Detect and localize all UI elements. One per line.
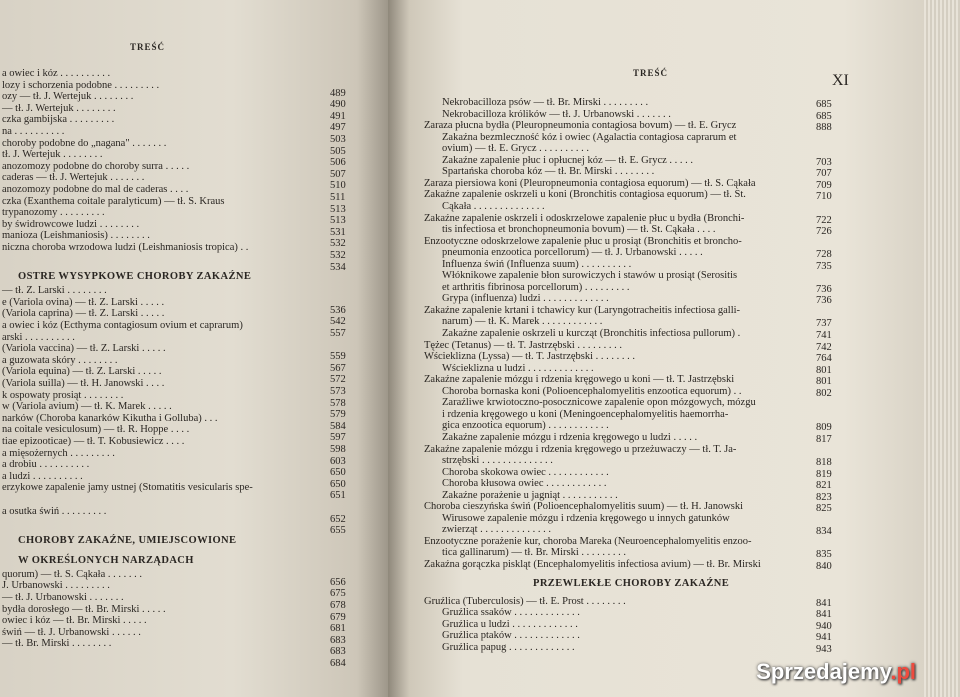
toc-entry-title: Choroba skokowa owiec . . . . . . . . . . . . xyxy=(442,466,609,478)
toc-entry-page: 710 xyxy=(816,191,832,203)
toc-entry-title: zwierząt . . . . . . . . . . . . . . xyxy=(442,524,552,536)
toc-entry-title: tiae epizooticae) — tł. T. Kobusiewicz . . . . xyxy=(2,436,185,447)
toc-entry xyxy=(2,592,124,604)
toc-entry-title: na . . . . . . . . . . xyxy=(2,126,65,137)
toc-entry-page: 578 xyxy=(330,397,346,409)
toc-entry xyxy=(442,513,730,525)
toc-entry xyxy=(2,80,159,92)
toc-entry-page: 573 xyxy=(330,386,346,397)
right-running-head: TREŚĆ xyxy=(633,68,669,78)
toc-entry-page: 943 xyxy=(816,643,832,655)
toc-entry-title: Enzootyczne porażenie kur, choroba Mareka (Neuroencephalomyelitis enzoo- xyxy=(424,535,752,547)
toc-entry-page: 841 xyxy=(816,609,832,621)
toc-entry xyxy=(2,68,110,80)
toc-entry-page: 801 xyxy=(816,376,832,388)
toc-entry-title: a drobiu . . . . . . . . . . xyxy=(2,459,90,471)
toc-entry-title: tis infectiosa et bronchopneumonia bovum) — tł. St. Cąkała . . . . xyxy=(442,224,716,236)
toc-entry xyxy=(2,149,102,161)
toc-entry xyxy=(2,320,243,332)
toc-entry xyxy=(442,155,693,167)
toc-entry xyxy=(2,482,253,494)
toc-entry-title: Zakaźne zapalenie krtani i tchawicy kur (Laryngotracheitis infectiosa galli- xyxy=(424,304,741,316)
toc-entry xyxy=(442,328,740,340)
toc-entry xyxy=(2,615,147,627)
toc-entry-page: 840 xyxy=(816,561,832,572)
toc-entry xyxy=(2,230,150,242)
toc-entry xyxy=(442,478,606,490)
toc-entry xyxy=(442,409,728,421)
toc-entry-page: 598 xyxy=(330,444,346,455)
toc-entry-page: 818 xyxy=(816,457,832,469)
toc-entry-page: 683 xyxy=(330,646,346,658)
toc-entry xyxy=(2,436,184,448)
toc-entry-page: 510 xyxy=(330,180,346,192)
right-page xyxy=(388,0,924,697)
toc-entry-page: 507 xyxy=(330,168,346,180)
toc-entry xyxy=(2,172,144,184)
toc-entry-title: Zakaźne zapalenie mózgu i rdzenia kręgowego u koni — tł. T. Jastrzębski xyxy=(424,374,735,386)
section-heading: PRZEWLEKŁE CHOROBY ZAKAŹNE xyxy=(533,577,730,589)
toc-entry-page: 726 xyxy=(816,226,832,238)
toc-entry xyxy=(2,343,166,355)
toc-entry-page: 737 xyxy=(816,318,832,330)
toc-entry-page: 841 xyxy=(816,597,832,609)
toc-entry-title: (Variola caprina) — tł. Z. Larski . . . . . xyxy=(2,308,165,320)
toc-entry-page: 652 xyxy=(330,513,346,525)
toc-entry xyxy=(2,91,133,103)
toc-entry xyxy=(442,490,618,502)
toc-entry-title: gica enzootica equorum) . . . . . . . . . . . . xyxy=(442,420,609,432)
toc-entry-page: 683 xyxy=(330,634,346,646)
toc-entry-title: — tł. Z. Larski . . . . . . . . xyxy=(2,285,107,297)
toc-entry-title: w (Variola avium) — tł. K. Marek . . . . . xyxy=(2,401,172,413)
toc-entry xyxy=(2,413,218,425)
toc-entry-title: Gruźlica ssaków . . . . . . . . . . . . . xyxy=(442,607,580,619)
toc-entry-title: manioza (Leishmaniosis) . . . . . . . . xyxy=(2,230,150,242)
toc-entry-page: 505 xyxy=(330,145,346,157)
toc-entry xyxy=(424,120,736,132)
toc-entry xyxy=(424,305,740,317)
toc-entry-title: a owiec i kóz . . . . . . . . . . xyxy=(2,68,111,79)
toc-entry-page: 490 xyxy=(330,99,346,111)
toc-entry xyxy=(2,604,166,616)
toc-entry xyxy=(2,242,248,254)
toc-entry xyxy=(2,569,142,581)
toc-entry-title: strzębski . . . . . . . . . . . . . . xyxy=(442,455,553,467)
toc-entry xyxy=(442,607,580,619)
toc-entry-page: 736 xyxy=(816,283,832,295)
toc-entry-page: 940 xyxy=(816,620,832,632)
section-heading: CHOROBY ZAKAŹNE, UMIEJSCOWIONE xyxy=(18,534,237,546)
toc-entry-page: 685 xyxy=(816,99,832,110)
toc-entry-page: 685 xyxy=(816,110,832,122)
toc-entry xyxy=(442,143,589,155)
toc-entry xyxy=(442,619,578,631)
toc-entry-title: Zaraza płucna bydła (Pleuropneumonia contagiosa bovum) — tł. E. Grycz xyxy=(424,120,737,132)
toc-entry-page: 817 xyxy=(816,433,832,445)
toc-entry xyxy=(442,420,609,432)
toc-entry-page: 557 xyxy=(330,328,346,339)
section-heading: OSTRE WYSYPKOWE CHOROBY ZAKAŹNE xyxy=(18,271,252,283)
toc-entry-title: (Variola equina) — tł. Z. Larski . . . . . xyxy=(2,366,162,378)
toc-entry-page: 584 xyxy=(330,420,346,432)
toc-entry-title: Gruźlica ptaków . . . . . . . . . . . . . xyxy=(442,630,580,642)
toc-entry-page: 742 xyxy=(816,341,832,353)
toc-entry-page: 675 xyxy=(330,588,346,600)
toc-entry-title: choroby podobne do „nagana" . . . . . . . xyxy=(2,137,167,149)
toc-entry-title: a guzowata skóry . . . . . . . . xyxy=(2,354,118,366)
toc-entry xyxy=(2,285,107,297)
toc-entry-title: Zaraza piersiowa koni (Pleuropneumonia contagiosa equorum) — tł. S. Cąkała xyxy=(424,177,756,189)
toc-entry-title: Spartańska choroba kóz — tł. Br. Mirski . . . . . . . . xyxy=(442,166,655,178)
toc-entry-title: a mięsożernych . . . . . . . . . xyxy=(2,447,115,459)
toc-entry-page: 567 xyxy=(330,362,346,374)
toc-entry-title: Tężec (Tetanus) — tł. T. Jastrzębski . . . . . . . . . xyxy=(424,339,623,351)
toc-entry xyxy=(442,201,545,213)
toc-entry-page: 655 xyxy=(330,525,346,537)
toc-entry-page: 559 xyxy=(330,351,346,363)
toc-entry xyxy=(424,374,734,386)
toc-entry-page: 823 xyxy=(816,491,832,503)
toc-entry-title: arski . . . . . . . . . . xyxy=(2,331,75,343)
toc-entry-page: 651 xyxy=(330,490,346,502)
toc-entry-title: (Variola vaccina) — tł. Z. Larski . . . . . xyxy=(2,343,166,355)
toc-entry xyxy=(424,189,746,201)
toc-entry xyxy=(442,259,631,271)
toc-entry xyxy=(442,316,602,328)
watermark-logo: Sprzedajemy.pl xyxy=(756,659,916,684)
toc-entry-page: 809 xyxy=(816,422,832,434)
toc-entry-title: — tł. J. Wertejuk . . . . . . . . xyxy=(2,102,116,114)
toc-entry-title: Zaraźliwe krwiotoczno-posocznicowe zapalenie opon mózgowych, mózgu xyxy=(442,397,756,409)
toc-entry-page: 531 xyxy=(330,226,346,238)
toc-entry-title: owiec i kóz — tł. Br. Mirski . . . . . xyxy=(2,615,147,627)
toc-entry-page: 834 xyxy=(816,526,832,538)
toc-entry-title: J. Urbanowski . . . . . . . . . xyxy=(2,580,110,592)
toc-entry-title: Zakaźne porażenie u jagniąt . . . . . . . . . . . xyxy=(442,489,618,501)
toc-entry-title: Zakaźne zapalenie oskrzeli u kurcząt (Bronchitis infectiosa pullorum) . xyxy=(442,328,741,339)
toc-entry-title: pneumonia enzootica porcellorum) — tł. J. Urbanowski . . . . . xyxy=(442,247,703,259)
toc-entry-page: 513 xyxy=(330,203,346,215)
page-stack-edge xyxy=(924,0,960,697)
toc-entry-page: 572 xyxy=(330,374,346,386)
toc-entry-page: 709 xyxy=(816,179,832,191)
toc-entry xyxy=(2,638,111,650)
toc-entry-title: anozomozy podobne do choroby surra . . . . . xyxy=(2,160,190,172)
toc-entry-title: świń — tł. J. Urbanowski . . . . . . xyxy=(2,626,141,638)
toc-entry-title: quorum) — tł. S. Cąkała . . . . . . . xyxy=(2,568,142,580)
toc-entry xyxy=(2,184,188,196)
page-number: XI xyxy=(832,72,849,89)
toc-entry-page: 650 xyxy=(330,478,346,490)
toc-entry xyxy=(2,332,75,344)
left-running-head: TREŚĆ xyxy=(130,42,166,52)
toc-entry-page: 681 xyxy=(330,623,346,635)
toc-entry-page: 679 xyxy=(330,611,346,623)
toc-entry-title: by świdrowcowe ludzi . . . . . . . . xyxy=(2,218,140,230)
toc-entry xyxy=(2,401,172,413)
toc-entry-title: Nekrobacilloza królików — tł. J. Urbanowski . . . . . . . xyxy=(442,108,671,120)
toc-entry-page: 489 xyxy=(330,87,346,99)
toc-entry-title: tł. J. Wertejuk . . . . . . . . xyxy=(2,149,103,161)
toc-entry-title: Zakaźne zapalenie mózgu i rdzenia kręgowego u przeżuwaczy — tł. T. Ja- xyxy=(424,443,737,455)
toc-entry-title: Choroba cieszyńska świń (Polioencephalomyelitis suum) — tł. H. Janowski xyxy=(424,501,744,513)
toc-entry xyxy=(442,247,703,259)
toc-entry xyxy=(442,642,575,654)
toc-entry-page: 542 xyxy=(330,316,346,328)
toc-entry-title: Gruźlica u ludzi . . . . . . . . . . . . . xyxy=(442,618,578,630)
toc-entry xyxy=(442,547,626,559)
toc-entry-page: 888 xyxy=(816,122,832,134)
toc-entry-page: 703 xyxy=(816,156,832,168)
section-heading: W OKREŚLONYCH NARZĄDACH xyxy=(18,554,194,566)
toc-entry-title: na coitale vesiculosum) — tł. R. Hoppe . . . . xyxy=(2,424,190,436)
toc-entry-title: Grypa (influenza) ludzi . . . . . . . . . . . . . xyxy=(442,293,609,305)
toc-entry-page: 511 xyxy=(330,192,346,203)
toc-entry xyxy=(424,351,635,363)
toc-entry-title: — tł. Br. Mirski . . . . . . . . xyxy=(2,638,112,650)
toc-entry-title: anozomozy podobne do mal de caderas . . . . xyxy=(2,184,189,195)
toc-entry xyxy=(424,178,756,190)
toc-entry xyxy=(2,366,162,378)
toc-entry-title: Włóknikowe zapalenie błon surowiczych i stawów u prosiąt (Serositis xyxy=(442,270,738,282)
toc-entry-page: 801 xyxy=(816,364,832,376)
toc-entry xyxy=(424,536,752,548)
toc-entry xyxy=(442,455,553,467)
toc-entry-page: 603 xyxy=(330,455,346,467)
toc-entry xyxy=(2,627,141,639)
toc-entry-title: niczna choroba wrzodowa ludzi (Leishmaniosis tropica) . . xyxy=(2,242,249,253)
toc-entry-title: erzykowe zapalenie jamy ustnej (Stomatitis vesicularis spe- xyxy=(2,482,253,494)
toc-entry-page: 532 xyxy=(330,238,346,250)
toc-entry-title: Enzootyczne odoskrzelowe zapalenie płuc u prosiąt (Bronchitis et broncho- xyxy=(424,235,742,247)
toc-entry-title: a osutka świń . . . . . . . . . xyxy=(2,505,107,517)
toc-entry xyxy=(442,132,736,144)
toc-entry-title: — tł. J. Urbanowski . . . . . . . xyxy=(2,592,124,603)
toc-entry-title: Wirusowe zapalenie mózgu i rdzenia kręgowego u innych gatunków xyxy=(442,512,730,524)
toc-entry-title: Wścieklizna u ludzi . . . . . . . . . . . . . xyxy=(442,362,594,374)
toc-entry-title: e (Variola ovina) — tł. Z. Larski . . . . . xyxy=(2,296,165,308)
toc-entry-title: k ospowaty prosiąt . . . . . . . . xyxy=(2,389,124,401)
toc-entry-page: 536 xyxy=(330,304,346,316)
toc-entry-page: 650 xyxy=(330,467,346,479)
toc-entry xyxy=(2,424,189,436)
toc-entry xyxy=(2,114,114,126)
toc-entry xyxy=(424,596,626,608)
toc-entry-title: narków (Choroba kanarków Kikutha i Golluba) . . . xyxy=(2,412,218,424)
toc-entry-title: Wścieklizna (Lyssa) — tł. T. Jastrzębski . . . . . . . . xyxy=(424,351,636,363)
toc-entry xyxy=(424,501,743,513)
toc-entry-title: Zakaźna bezmleczność kóz i owiec (Agalactia contagiosa caprarum et xyxy=(442,131,737,143)
toc-entry xyxy=(2,297,164,309)
toc-entry-title: Zakaźne zapalenie oskrzeli i odoskrzelowe zapalenie płuc u bydła (Bronchi- xyxy=(424,212,745,224)
toc-entry-title: a owiec i kóz (Ecthyma contagiosum ovium et caprarum) xyxy=(2,320,243,331)
toc-entry xyxy=(2,471,83,483)
toc-entry xyxy=(442,363,594,375)
toc-entry xyxy=(442,386,741,398)
toc-entry-page: 736 xyxy=(816,295,832,307)
toc-entry-page: 941 xyxy=(816,632,832,644)
toc-entry xyxy=(2,378,164,390)
toc-entry-page: 503 xyxy=(330,134,346,145)
toc-entry-page: 707 xyxy=(816,168,832,180)
toc-entry-page: 597 xyxy=(330,432,346,444)
toc-entry-title: bydła dorosłego — tł. Br. Mirski . . . . . xyxy=(2,603,166,615)
toc-entry-page: 825 xyxy=(816,503,832,515)
toc-entry xyxy=(442,397,756,409)
toc-entry-page: 741 xyxy=(816,330,832,341)
toc-entry xyxy=(2,506,106,518)
toc-entry-title: caderas — tł. J. Wertejuk . . . . . . . xyxy=(2,172,145,184)
toc-entry-title: Zakaźne zapalenie płuc i opłucnej kóz — tł. E. Grycz . . . . . xyxy=(442,154,694,166)
toc-entry xyxy=(442,282,630,294)
toc-entry-title: (Variola suilla) — tł. H. Janowski . . . . xyxy=(2,378,165,389)
toc-entry-page: 656 xyxy=(330,576,346,588)
toc-entry-title: i rdzenia kręgowego u koni (Meningoencephalomyelitis haemorrha- xyxy=(442,408,729,420)
toc-entry xyxy=(2,448,115,460)
toc-entry-title: Influenza świń (Influenza suum) . . . . . . . . . . xyxy=(442,258,632,270)
toc-entry xyxy=(442,109,671,121)
toc-entry-page: 678 xyxy=(330,600,346,611)
toc-entry xyxy=(442,270,737,282)
toc-entry-title: Choroba bornaska koni (Polioencephalomyelitis enzootica equorum) . . xyxy=(442,385,742,397)
toc-entry xyxy=(442,293,609,305)
toc-entry xyxy=(424,340,622,352)
toc-entry-title: czka (Exanthema coitale paralyticum) — tł. S. Kraus xyxy=(2,195,225,207)
toc-entry-title: trypanozomy . . . . . . . . . xyxy=(2,207,105,219)
toc-entry xyxy=(442,432,697,444)
toc-entry xyxy=(2,390,123,402)
toc-entry-page: 735 xyxy=(816,260,832,272)
toc-entry-page: 722 xyxy=(816,214,832,226)
toc-entry-title: Zakaźne zapalenie oskrzeli u koni (Bronchitis contagiosa equorum) — tł. St. xyxy=(424,189,746,201)
toc-entry-title: et arthritis fibrinosa porcellorum) . . . . . . . . . xyxy=(442,281,630,293)
toc-entry xyxy=(424,444,736,456)
toc-entry-page: 579 xyxy=(330,409,346,421)
toc-entry xyxy=(2,207,105,219)
toc-entry-page: 684 xyxy=(330,658,346,669)
toc-entry-title: Gruźlica (Tuberculosis) — tł. E. Prost . . . . . . . . xyxy=(424,595,626,607)
toc-entry-page: 534 xyxy=(330,261,346,273)
toc-entry-page: 835 xyxy=(816,549,832,561)
toc-entry xyxy=(442,630,580,642)
toc-entry-title: ovium) — tł. E. Grycz . . . . . . . . . . xyxy=(442,143,589,155)
toc-entry-page: 497 xyxy=(330,122,346,134)
toc-entry xyxy=(2,126,64,138)
toc-entry xyxy=(2,103,116,115)
toc-entry-page: 821 xyxy=(816,480,832,492)
toc-entry xyxy=(442,166,654,178)
toc-entry-page: 764 xyxy=(816,353,832,365)
toc-entry xyxy=(2,459,89,471)
toc-entry xyxy=(2,196,224,208)
toc-entry xyxy=(442,524,551,536)
toc-entry-page: 506 xyxy=(330,157,346,169)
toc-entry xyxy=(2,219,139,231)
toc-entry xyxy=(2,580,110,592)
toc-entry xyxy=(424,213,744,225)
toc-entry-title: narum) — tł. K. Marek . . . . . . . . . . . . xyxy=(442,316,603,328)
toc-entry-page: 532 xyxy=(330,250,346,261)
toc-entry-page: 819 xyxy=(816,468,832,480)
toc-entry xyxy=(442,467,609,479)
toc-entry-title: Nekrobacilloza psów — tł. Br. Mirski . . . . . . . . . xyxy=(442,97,649,108)
toc-entry-page: 802 xyxy=(816,387,832,399)
toc-entry xyxy=(442,224,716,236)
toc-entry-title: Choroba kłusowa owiec . . . . . . . . . . . . xyxy=(442,478,607,490)
toc-entry xyxy=(2,138,166,150)
toc-entry xyxy=(424,236,742,248)
toc-entry xyxy=(424,559,761,571)
toc-entry xyxy=(2,161,189,173)
toc-entry-title: Zakaźna gorączka piskląt (Encephalomyelitis infectiosa avium) — tł. Br. Mirski xyxy=(424,559,761,570)
left-page xyxy=(0,0,388,697)
toc-entry-page: 513 xyxy=(330,215,346,227)
toc-entry xyxy=(2,308,164,320)
toc-entry xyxy=(442,97,648,109)
toc-entry-title: czka gambijska . . . . . . . . . xyxy=(2,114,115,126)
toc-entry-title: lozy i schorzenia podobne . . . . . . . . . xyxy=(2,79,160,91)
toc-entry-page: 728 xyxy=(816,249,832,261)
toc-entry-title: a ludzi . . . . . . . . . . xyxy=(2,470,83,482)
toc-entry-title: Cąkała . . . . . . . . . . . . . . xyxy=(442,200,545,212)
toc-entry-title: Gruźlica papug . . . . . . . . . . . . . xyxy=(442,641,575,653)
toc-entry-title: tica gallinarum) — tł. Br. Mirski . . . . . . . . . xyxy=(442,547,627,559)
toc-entry xyxy=(2,355,117,367)
toc-entry-page: 491 xyxy=(330,110,346,122)
toc-entry-title: ozy — tł. J. Wertejuk . . . . . . . . xyxy=(2,91,134,103)
toc-entry-title: Zakaźne zapalenie mózgu i rdzenia kręgowego u ludzi . . . . . xyxy=(442,431,698,443)
